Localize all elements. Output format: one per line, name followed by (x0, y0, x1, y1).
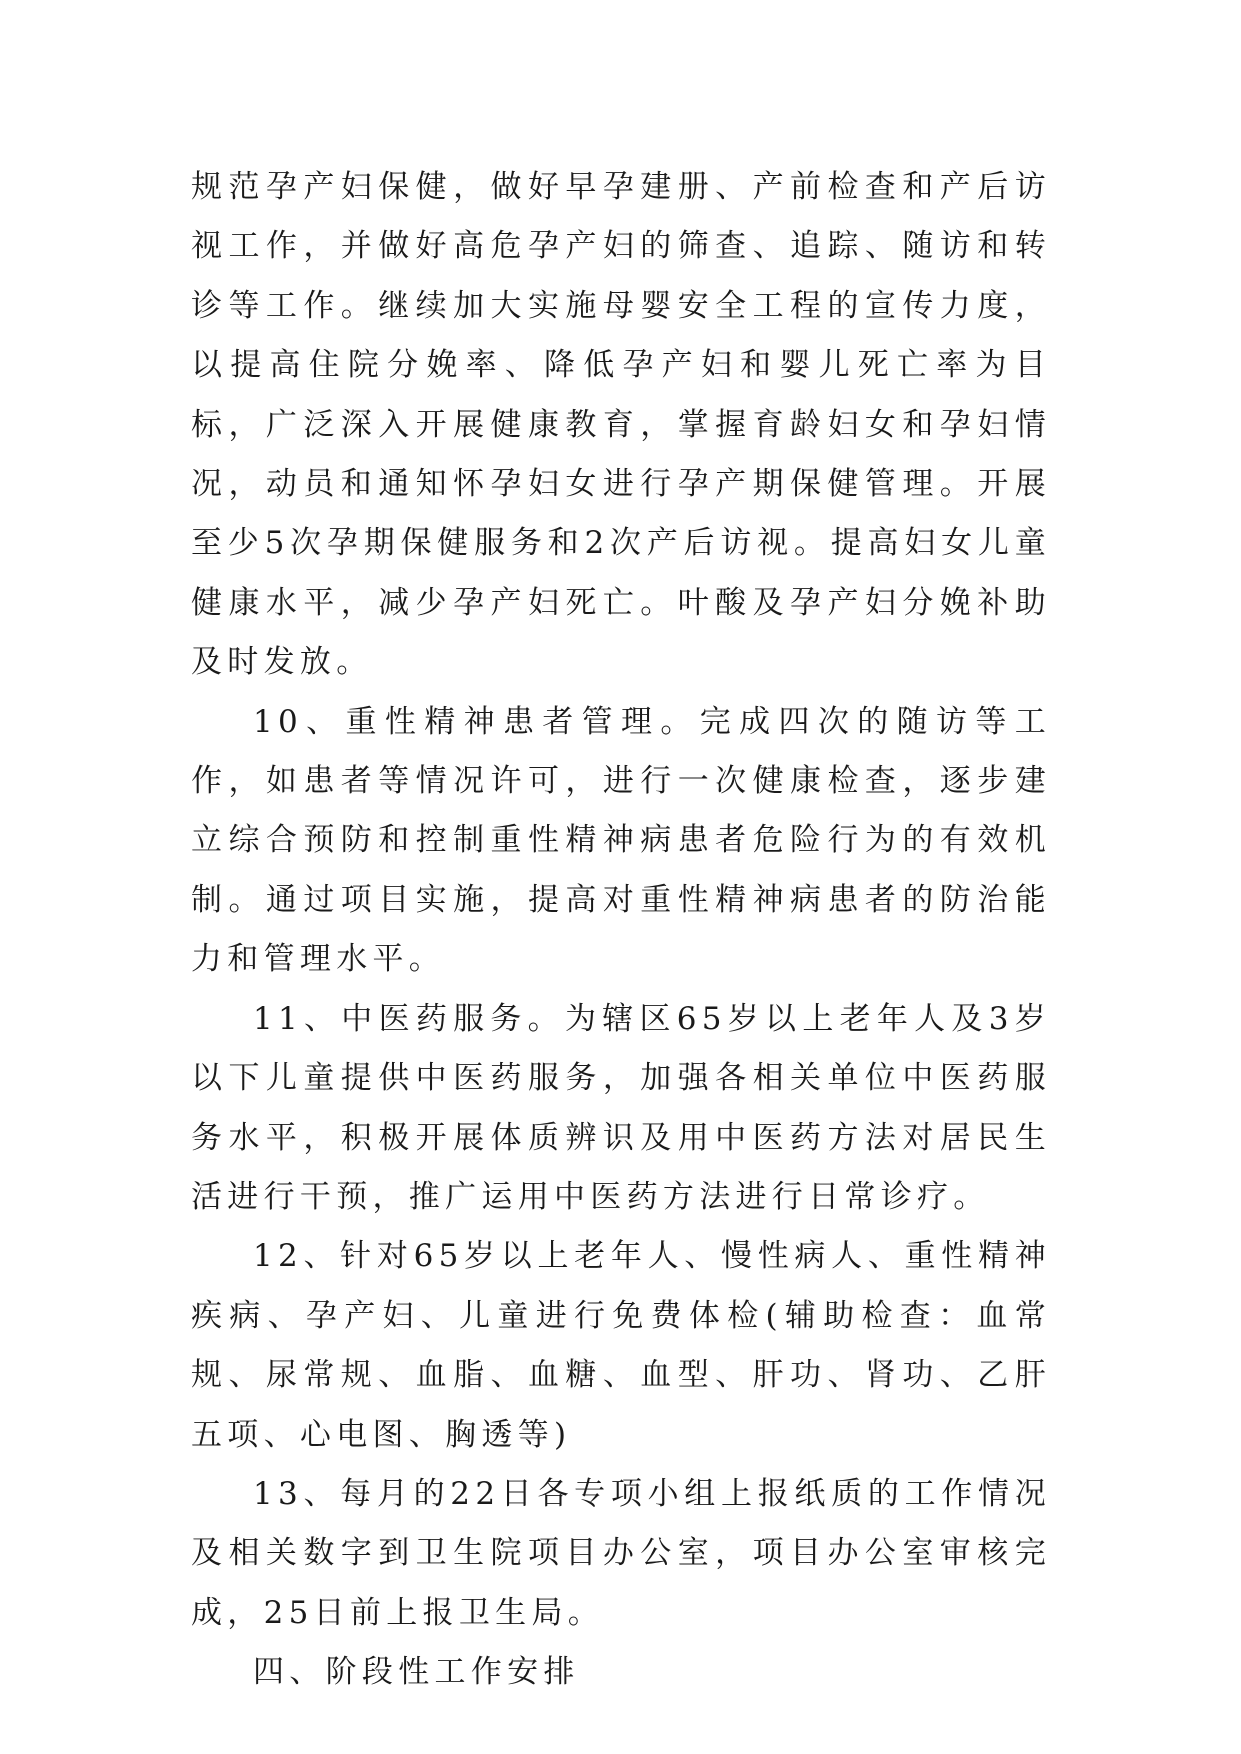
paragraph-maternal-health: 规范孕产妇保健，做好早孕建册、产前检查和产后访视工作，并做好高危孕产妇的筛查、追踪、随访和转诊等工作。继续加大实施母婴安全工程的宣传力度，以提高住院分娩率、降低孕产妇和婴儿死亡率为目标，广泛深入开展健康教育，掌握育龄妇女和孕妇情况，动员和通知怀孕妇女进行孕产期保健管理。开展至少5次孕期保健服务和2次产后访视。提高妇女儿童健康水平，减少孕产妇死亡。叶酸及孕产妇分娩补助及时发放。 (191, 169, 1051, 681)
document-body (191, 158, 1051, 1703)
section-heading-phase-arrangement: 四、阶段性工作安排 (253, 1654, 580, 1691)
paragraph-item-10-mental-health: 10、重性精神患者管理。完成四次的随访等工作，如患者等情况许可，进行一次健康检查，逐步建立综合预防和控制重性精神病患者危险行为的有效机制。通过项目实施，提高对重性精神病患者的防治能力和管理水平。 (191, 703, 1051, 978)
paragraph-item-11-tcm-service: 11、中医药服务。为辖区65岁以上老年人及3岁以下儿童提供中医药服务，加强各相关单位中医药服务水平，积极开展体质辨识及用中医药方法对居民生活进行干预，推广运用中医药方法进行日常诊疗。 (191, 1000, 1051, 1215)
paragraph-item-13-monthly-report: 13、每月的22日各专项小组上报纸质的工作情况及相关数字到卫生院项目办公室，项目办公室审核完成，25日前上报卫生局。 (191, 1475, 1051, 1631)
paragraph-item-12-free-checkup: 12、针对65岁以上老年人、慢性病人、重性精神疾病、孕产妇、儿童进行免费体检(辅助检查：血常规、尿常规、血脂、血糖、血型、肝功、肾功、乙肝五项、心电图、胸透等) (191, 1238, 1051, 1453)
